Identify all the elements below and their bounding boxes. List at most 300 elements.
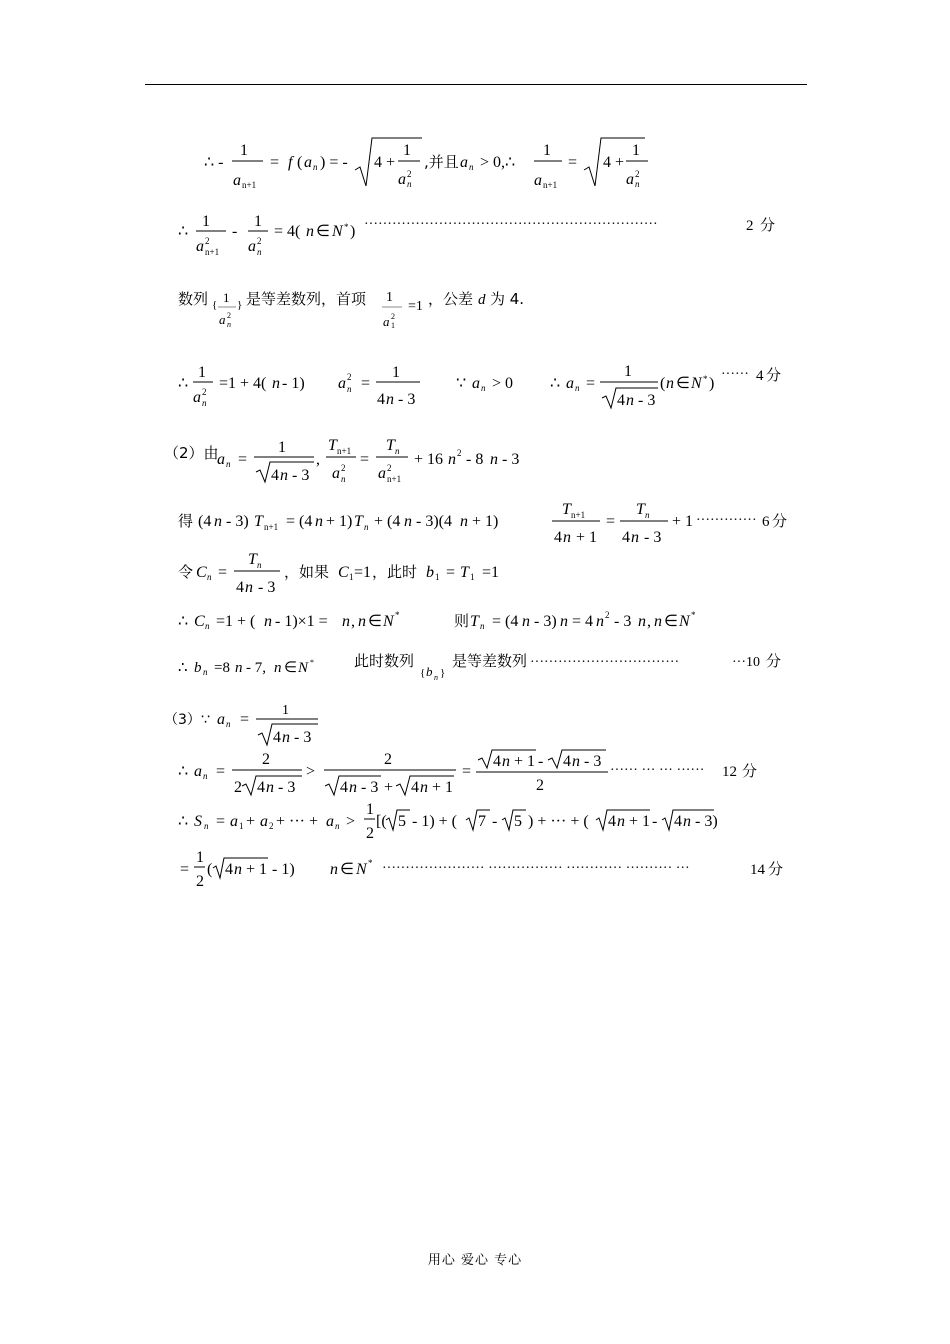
svg-text:∴: ∴ <box>178 375 189 392</box>
formula-line-2 <box>176 206 786 268</box>
svg-text:=: = <box>361 375 371 392</box>
svg-text:4: 4 <box>493 753 501 770</box>
formula-1 <box>200 132 660 194</box>
svg-text:(: ( <box>297 154 303 171</box>
svg-text:4: 4 <box>622 529 630 546</box>
svg-text:): ) <box>350 223 356 240</box>
svg-text:2: 2 <box>366 825 374 842</box>
svg-text:n: n <box>226 719 231 729</box>
svg-text:C: C <box>338 564 349 581</box>
svg-text:2: 2 <box>746 218 754 234</box>
svg-text:) = -: ) = - <box>320 154 348 171</box>
svg-text:n: n <box>407 179 412 189</box>
svg-text:1: 1 <box>278 439 286 456</box>
svg-text:4 +: 4 + <box>603 154 625 171</box>
svg-text:2: 2 <box>262 751 270 768</box>
svg-text:=: = <box>270 154 280 171</box>
svg-text:+ 1: + 1 <box>672 513 694 530</box>
svg-text:1: 1 <box>282 703 289 718</box>
svg-text:1: 1 <box>624 363 632 380</box>
svg-text:7: 7 <box>478 813 486 830</box>
svg-text:n: n <box>235 660 243 676</box>
svg-text:1: 1 <box>403 142 411 159</box>
svg-text:2: 2 <box>347 372 352 382</box>
svg-text:∴: ∴ <box>178 223 189 240</box>
svg-text:分: 分 <box>766 652 782 670</box>
svg-text:T: T <box>470 613 479 630</box>
formula-line-8 <box>176 604 736 642</box>
svg-text:n: n <box>226 459 231 469</box>
svg-text:∈: ∈ <box>664 613 678 630</box>
svg-text:=1 + (: =1 + ( <box>216 613 256 630</box>
svg-text:n: n <box>460 513 468 530</box>
svg-text:=1 + 4(: =1 + 4( <box>219 375 267 392</box>
svg-text:n: n <box>358 613 366 630</box>
svg-text:- 3: - 3 <box>292 467 310 484</box>
svg-text:N: N <box>679 613 690 630</box>
svg-text:a: a <box>233 172 241 189</box>
svg-text:n: n <box>645 510 650 520</box>
svg-text:（2）由: （2）由 <box>164 444 219 462</box>
svg-text:=: = <box>238 451 248 468</box>
svg-text:b: b <box>426 564 434 581</box>
svg-text:1: 1 <box>223 290 230 305</box>
svg-text:,: , <box>351 613 355 630</box>
svg-text:= 4(: = 4( <box>274 223 301 240</box>
svg-text:数列: 数列 <box>178 290 209 308</box>
svg-text:T: T <box>386 437 395 454</box>
svg-text:2: 2 <box>457 448 462 458</box>
svg-text:2: 2 <box>234 779 242 796</box>
svg-text:2: 2 <box>196 873 204 890</box>
svg-text:,: , <box>647 613 651 630</box>
svg-text:2: 2 <box>202 387 207 397</box>
svg-text:∴: ∴ <box>550 375 561 392</box>
svg-text:n: n <box>335 821 340 831</box>
svg-text:n: n <box>364 522 369 532</box>
svg-text:为 4.: 为 4. <box>490 290 525 308</box>
svg-text:n: n <box>575 383 580 393</box>
svg-text:n: n <box>257 560 262 570</box>
svg-text:分: 分 <box>742 762 758 780</box>
svg-text:n: n <box>341 474 346 484</box>
svg-text:∴: ∴ <box>178 613 189 630</box>
svg-text:a: a <box>626 171 634 188</box>
svg-text:b: b <box>426 664 433 679</box>
svg-text:是等差数列，首项: 是等差数列，首项 <box>246 290 367 308</box>
svg-text:*: * <box>395 610 400 620</box>
formula-line-13 <box>176 846 786 896</box>
svg-text:- 3): - 3) <box>226 513 249 530</box>
formula-line-5 <box>162 432 542 496</box>
svg-text:a: a <box>398 171 406 188</box>
svg-text:n: n <box>638 613 646 630</box>
svg-text:+ 1): + 1) <box>326 513 353 530</box>
svg-text:-: - <box>492 813 498 830</box>
svg-text:2: 2 <box>387 463 392 473</box>
svg-text:=: = <box>462 763 472 780</box>
svg-text:- 3: - 3 <box>644 529 662 546</box>
svg-text:=: = <box>446 564 456 581</box>
svg-text:1: 1 <box>349 572 354 582</box>
svg-text:n: n <box>202 398 207 408</box>
svg-text:1: 1 <box>240 142 248 159</box>
svg-text:a: a <box>217 711 225 728</box>
svg-text:(: ( <box>660 375 666 392</box>
svg-text:n: n <box>315 513 323 530</box>
svg-text:则: 则 <box>454 612 470 630</box>
svg-text:4: 4 <box>554 529 562 546</box>
svg-text:n: n <box>480 621 485 631</box>
svg-text:，公差: ，公差 <box>428 290 474 308</box>
svg-text:+ 16: + 16 <box>414 451 444 468</box>
svg-text:,: , <box>316 451 320 468</box>
svg-text:) + ··· + (: ) + ··· + ( <box>528 813 589 830</box>
svg-text:1: 1 <box>386 290 393 305</box>
svg-text:分: 分 <box>772 512 788 530</box>
svg-text:+ 1: + 1 <box>432 779 454 796</box>
svg-text:{: { <box>420 667 426 679</box>
formula-line-11 <box>176 748 776 802</box>
svg-text:n: n <box>617 813 625 830</box>
page-footer: 用心 爱心 专心 <box>427 1253 523 1268</box>
svg-text:- 3: - 3 <box>398 391 416 408</box>
svg-text:a: a <box>217 451 225 468</box>
svg-text:n: n <box>635 179 640 189</box>
formula-line-7 <box>176 548 536 604</box>
formula-11 <box>176 748 776 798</box>
formula-line-10 <box>162 700 362 754</box>
svg-text:N: N <box>332 223 343 240</box>
svg-text:n: n <box>502 753 510 770</box>
formula-10 <box>162 700 362 750</box>
svg-text:······························: ································ <box>530 655 680 670</box>
svg-text:4: 4 <box>608 813 616 830</box>
svg-text:T: T <box>636 501 645 518</box>
svg-text:得: 得 <box>178 512 194 530</box>
svg-text:=: = <box>180 861 190 878</box>
svg-text:-: - <box>232 223 238 240</box>
svg-text:+ ··· +: + ··· + <box>276 813 319 830</box>
formula-13 <box>176 846 786 892</box>
svg-text:T: T <box>328 437 337 454</box>
svg-text:n+1: n+1 <box>571 510 586 520</box>
svg-text:N: N <box>298 660 309 676</box>
svg-text:令: 令 <box>178 563 194 581</box>
svg-text:1: 1 <box>366 801 374 818</box>
svg-text:a: a <box>338 375 346 392</box>
formula-5 <box>162 432 542 492</box>
svg-text:d: d <box>478 292 486 308</box>
svg-text:2: 2 <box>391 312 395 321</box>
header-rule <box>145 84 807 85</box>
formula-line-9 <box>176 646 786 694</box>
svg-text:2: 2 <box>227 311 231 320</box>
svg-text:- 1): - 1) <box>282 375 305 392</box>
svg-text:T: T <box>460 564 469 581</box>
svg-text:*: * <box>368 858 373 868</box>
svg-text:=: = <box>586 375 596 392</box>
svg-text:n: n <box>631 529 639 546</box>
svg-text:n: n <box>420 779 428 796</box>
svg-text:=1: =1 <box>354 564 372 581</box>
svg-text:4: 4 <box>257 779 265 796</box>
svg-text:n+1: n+1 <box>387 474 402 484</box>
svg-text:+: + <box>384 779 394 796</box>
svg-text:1: 1 <box>391 321 395 330</box>
svg-text:∈: ∈ <box>316 223 330 240</box>
svg-text:N: N <box>356 861 367 878</box>
svg-text:n: n <box>386 391 394 408</box>
svg-text:n: n <box>272 375 280 392</box>
svg-text:···10: ···10 <box>732 655 760 670</box>
svg-text:>: > <box>346 813 356 830</box>
svg-text:(: ( <box>207 861 213 878</box>
svg-text:n: n <box>404 513 412 530</box>
svg-text:a: a <box>378 465 386 482</box>
svg-text:n: n <box>563 529 571 546</box>
svg-text:∴ -: ∴ - <box>204 154 224 171</box>
svg-text:+ 1: + 1 <box>629 813 651 830</box>
svg-text:n: n <box>572 753 580 770</box>
svg-text:4: 4 <box>236 579 244 596</box>
svg-text:*: * <box>691 610 696 620</box>
svg-text:此时数列: 此时数列 <box>354 652 415 670</box>
svg-text:1: 1 <box>239 821 244 831</box>
svg-text:n: n <box>205 621 210 631</box>
svg-text:4: 4 <box>273 729 281 746</box>
svg-text:2: 2 <box>536 777 544 794</box>
svg-text:*: * <box>310 658 314 667</box>
svg-text:1: 1 <box>254 213 262 230</box>
svg-text:- 3: - 3 <box>278 779 296 796</box>
svg-text:14: 14 <box>750 862 765 878</box>
svg-text:- 3): - 3) <box>534 613 557 630</box>
svg-text:n: n <box>481 383 486 393</box>
svg-text:a: a <box>248 238 256 255</box>
svg-text:=: = <box>240 711 250 728</box>
svg-text:分: 分 <box>760 216 776 234</box>
formula-6 <box>176 500 796 552</box>
svg-text:n: n <box>349 779 357 796</box>
svg-text:∴: ∴ <box>178 660 188 676</box>
svg-text:1: 1 <box>198 364 206 381</box>
svg-text:4: 4 <box>617 392 625 409</box>
svg-text:n: n <box>282 729 290 746</box>
svg-text:2: 2 <box>341 463 346 473</box>
svg-text:n: n <box>203 667 208 677</box>
svg-text:n: n <box>227 320 231 329</box>
svg-text:∈: ∈ <box>284 660 298 676</box>
svg-text:T: T <box>248 551 257 568</box>
svg-text:-: - <box>652 813 658 830</box>
svg-text:n: n <box>448 451 456 468</box>
formula-8 <box>176 604 736 638</box>
svg-text:=: = <box>568 154 578 171</box>
svg-text:): ) <box>709 375 715 392</box>
svg-text:2: 2 <box>407 169 412 179</box>
svg-text:1: 1 <box>196 849 204 866</box>
svg-text:N: N <box>691 375 702 392</box>
svg-text:- 8: - 8 <box>466 451 484 468</box>
svg-text:1: 1 <box>543 142 551 159</box>
svg-text:T: T <box>254 513 263 530</box>
svg-text:- 1): - 1) <box>272 861 295 878</box>
formula-line-3 <box>176 284 556 340</box>
svg-text:n: n <box>264 613 272 630</box>
svg-text:*: * <box>703 374 708 384</box>
svg-text:b: b <box>194 660 202 676</box>
svg-text:n: n <box>395 446 400 456</box>
svg-text:∴: ∴ <box>178 763 189 780</box>
svg-text:n: n <box>313 162 318 172</box>
formula-7 <box>176 548 536 600</box>
svg-text:=: = <box>218 564 228 581</box>
svg-text:{: { <box>212 299 218 311</box>
svg-text:>: > <box>306 763 316 780</box>
svg-text:n: n <box>469 162 474 172</box>
svg-text:a: a <box>260 813 268 830</box>
svg-text:[(: [( <box>376 813 387 830</box>
svg-text:∈: ∈ <box>368 613 382 630</box>
svg-text:·············: ············· <box>696 513 757 528</box>
svg-text:- 3: - 3 <box>502 451 520 468</box>
svg-text:C: C <box>196 564 207 581</box>
svg-text:5: 5 <box>514 813 522 830</box>
svg-text:1: 1 <box>470 572 475 582</box>
formula-2 <box>176 206 786 264</box>
svg-text:n: n <box>306 223 314 240</box>
svg-text:n: n <box>274 660 282 676</box>
svg-text:=: = <box>216 813 226 830</box>
svg-text:= 4: = 4 <box>572 613 594 630</box>
svg-text:- 3: - 3 <box>614 613 632 630</box>
svg-text:1: 1 <box>392 364 400 381</box>
svg-text:a: a <box>472 375 480 392</box>
svg-text:- 1)×1 =: - 1)×1 = <box>275 613 328 630</box>
svg-text:a: a <box>332 465 340 482</box>
svg-text:······ ··· ··· ······: ······ ··· ··· ······ <box>610 763 705 778</box>
svg-text:+: + <box>246 813 256 830</box>
svg-text:a: a <box>230 813 238 830</box>
svg-text:n: n <box>596 613 604 630</box>
svg-text:a: a <box>566 375 574 392</box>
svg-text:∈: ∈ <box>340 861 354 878</box>
svg-text:4: 4 <box>340 779 348 796</box>
svg-text:n: n <box>654 613 662 630</box>
svg-text:n: n <box>683 813 691 830</box>
svg-text:∵: ∵ <box>456 375 467 392</box>
svg-text:n: n <box>342 613 350 630</box>
svg-text:n: n <box>666 375 674 392</box>
svg-text:=: = <box>360 451 370 468</box>
svg-text:T: T <box>562 501 571 518</box>
svg-text:n: n <box>207 572 212 582</box>
svg-text:=: = <box>216 763 226 780</box>
svg-text:4: 4 <box>563 753 571 770</box>
svg-text:- 3: - 3 <box>638 392 656 409</box>
svg-text:a: a <box>219 312 226 327</box>
svg-text:- 3: - 3 <box>294 729 312 746</box>
svg-text:（3）∵: （3）∵ <box>164 712 210 728</box>
svg-text:4: 4 <box>225 861 233 878</box>
svg-text:a: a <box>304 154 312 171</box>
svg-text:+ 1: + 1 <box>246 861 268 878</box>
svg-text:n+1: n+1 <box>543 180 558 190</box>
svg-text:C: C <box>194 613 205 630</box>
svg-text:n: n <box>522 613 530 630</box>
svg-text:n: n <box>257 247 262 257</box>
svg-text:，如果: ，如果 <box>284 563 330 581</box>
svg-text:n: n <box>434 673 438 682</box>
svg-text:- 3)(4: - 3)(4 <box>416 513 452 530</box>
svg-text:分: 分 <box>766 366 782 384</box>
svg-text:4: 4 <box>377 391 385 408</box>
svg-text:a: a <box>194 763 202 780</box>
svg-text:n: n <box>234 861 242 878</box>
svg-text:n: n <box>490 451 498 468</box>
svg-text:a: a <box>196 238 204 255</box>
svg-text:+ 1: + 1 <box>514 753 536 770</box>
svg-text:a: a <box>460 154 468 171</box>
svg-text:a: a <box>326 813 334 830</box>
svg-text:=1: =1 <box>408 299 423 314</box>
svg-text:(4: (4 <box>198 513 212 530</box>
svg-text:是等差数列: 是等差数列 <box>452 652 528 670</box>
svg-text:- 3: - 3 <box>584 753 602 770</box>
svg-text:······················ ·······: ······················ ················ ············ ·········· ··· <box>382 861 690 876</box>
svg-text:- 7,: - 7, <box>246 660 266 676</box>
svg-text:- 3): - 3) <box>695 813 718 830</box>
svg-text:n+1: n+1 <box>242 180 257 190</box>
svg-text:4: 4 <box>756 368 764 384</box>
svg-text:=: = <box>606 513 616 530</box>
svg-text:4 +: 4 + <box>374 154 396 171</box>
svg-text:}: } <box>237 299 243 311</box>
svg-text:2: 2 <box>605 610 610 620</box>
svg-text:a: a <box>534 172 542 189</box>
svg-text:= (4: = (4 <box>286 513 313 530</box>
svg-text:n+1: n+1 <box>337 446 352 456</box>
svg-text:> 0,∴: > 0,∴ <box>480 154 516 171</box>
svg-text:······: ······ <box>721 367 749 382</box>
svg-text:1: 1 <box>632 142 640 159</box>
svg-text:4: 4 <box>411 779 419 796</box>
svg-text:12: 12 <box>722 764 737 780</box>
svg-text:4: 4 <box>271 467 279 484</box>
formula-line-12 <box>176 800 736 850</box>
formula-4 <box>176 360 796 414</box>
svg-text:a: a <box>193 389 201 406</box>
svg-text:- 3: - 3 <box>361 779 379 796</box>
formula-line-1 <box>200 132 660 198</box>
svg-text:2: 2 <box>257 236 262 246</box>
svg-text:a: a <box>383 314 390 329</box>
svg-text:n: n <box>245 579 253 596</box>
svg-text:∴: ∴ <box>178 813 189 830</box>
svg-text:n: n <box>560 613 568 630</box>
svg-text:n: n <box>203 771 208 781</box>
svg-text:，此时: ，此时 <box>372 563 418 581</box>
svg-text:,并且: ,并且 <box>424 153 459 171</box>
svg-text:4: 4 <box>674 813 682 830</box>
svg-text:6: 6 <box>762 514 770 530</box>
svg-text:······························: ······························································· <box>364 217 658 232</box>
svg-text:*: * <box>344 222 349 232</box>
svg-text:n: n <box>330 861 338 878</box>
svg-text:}: } <box>440 667 446 679</box>
svg-text:5: 5 <box>398 813 406 830</box>
